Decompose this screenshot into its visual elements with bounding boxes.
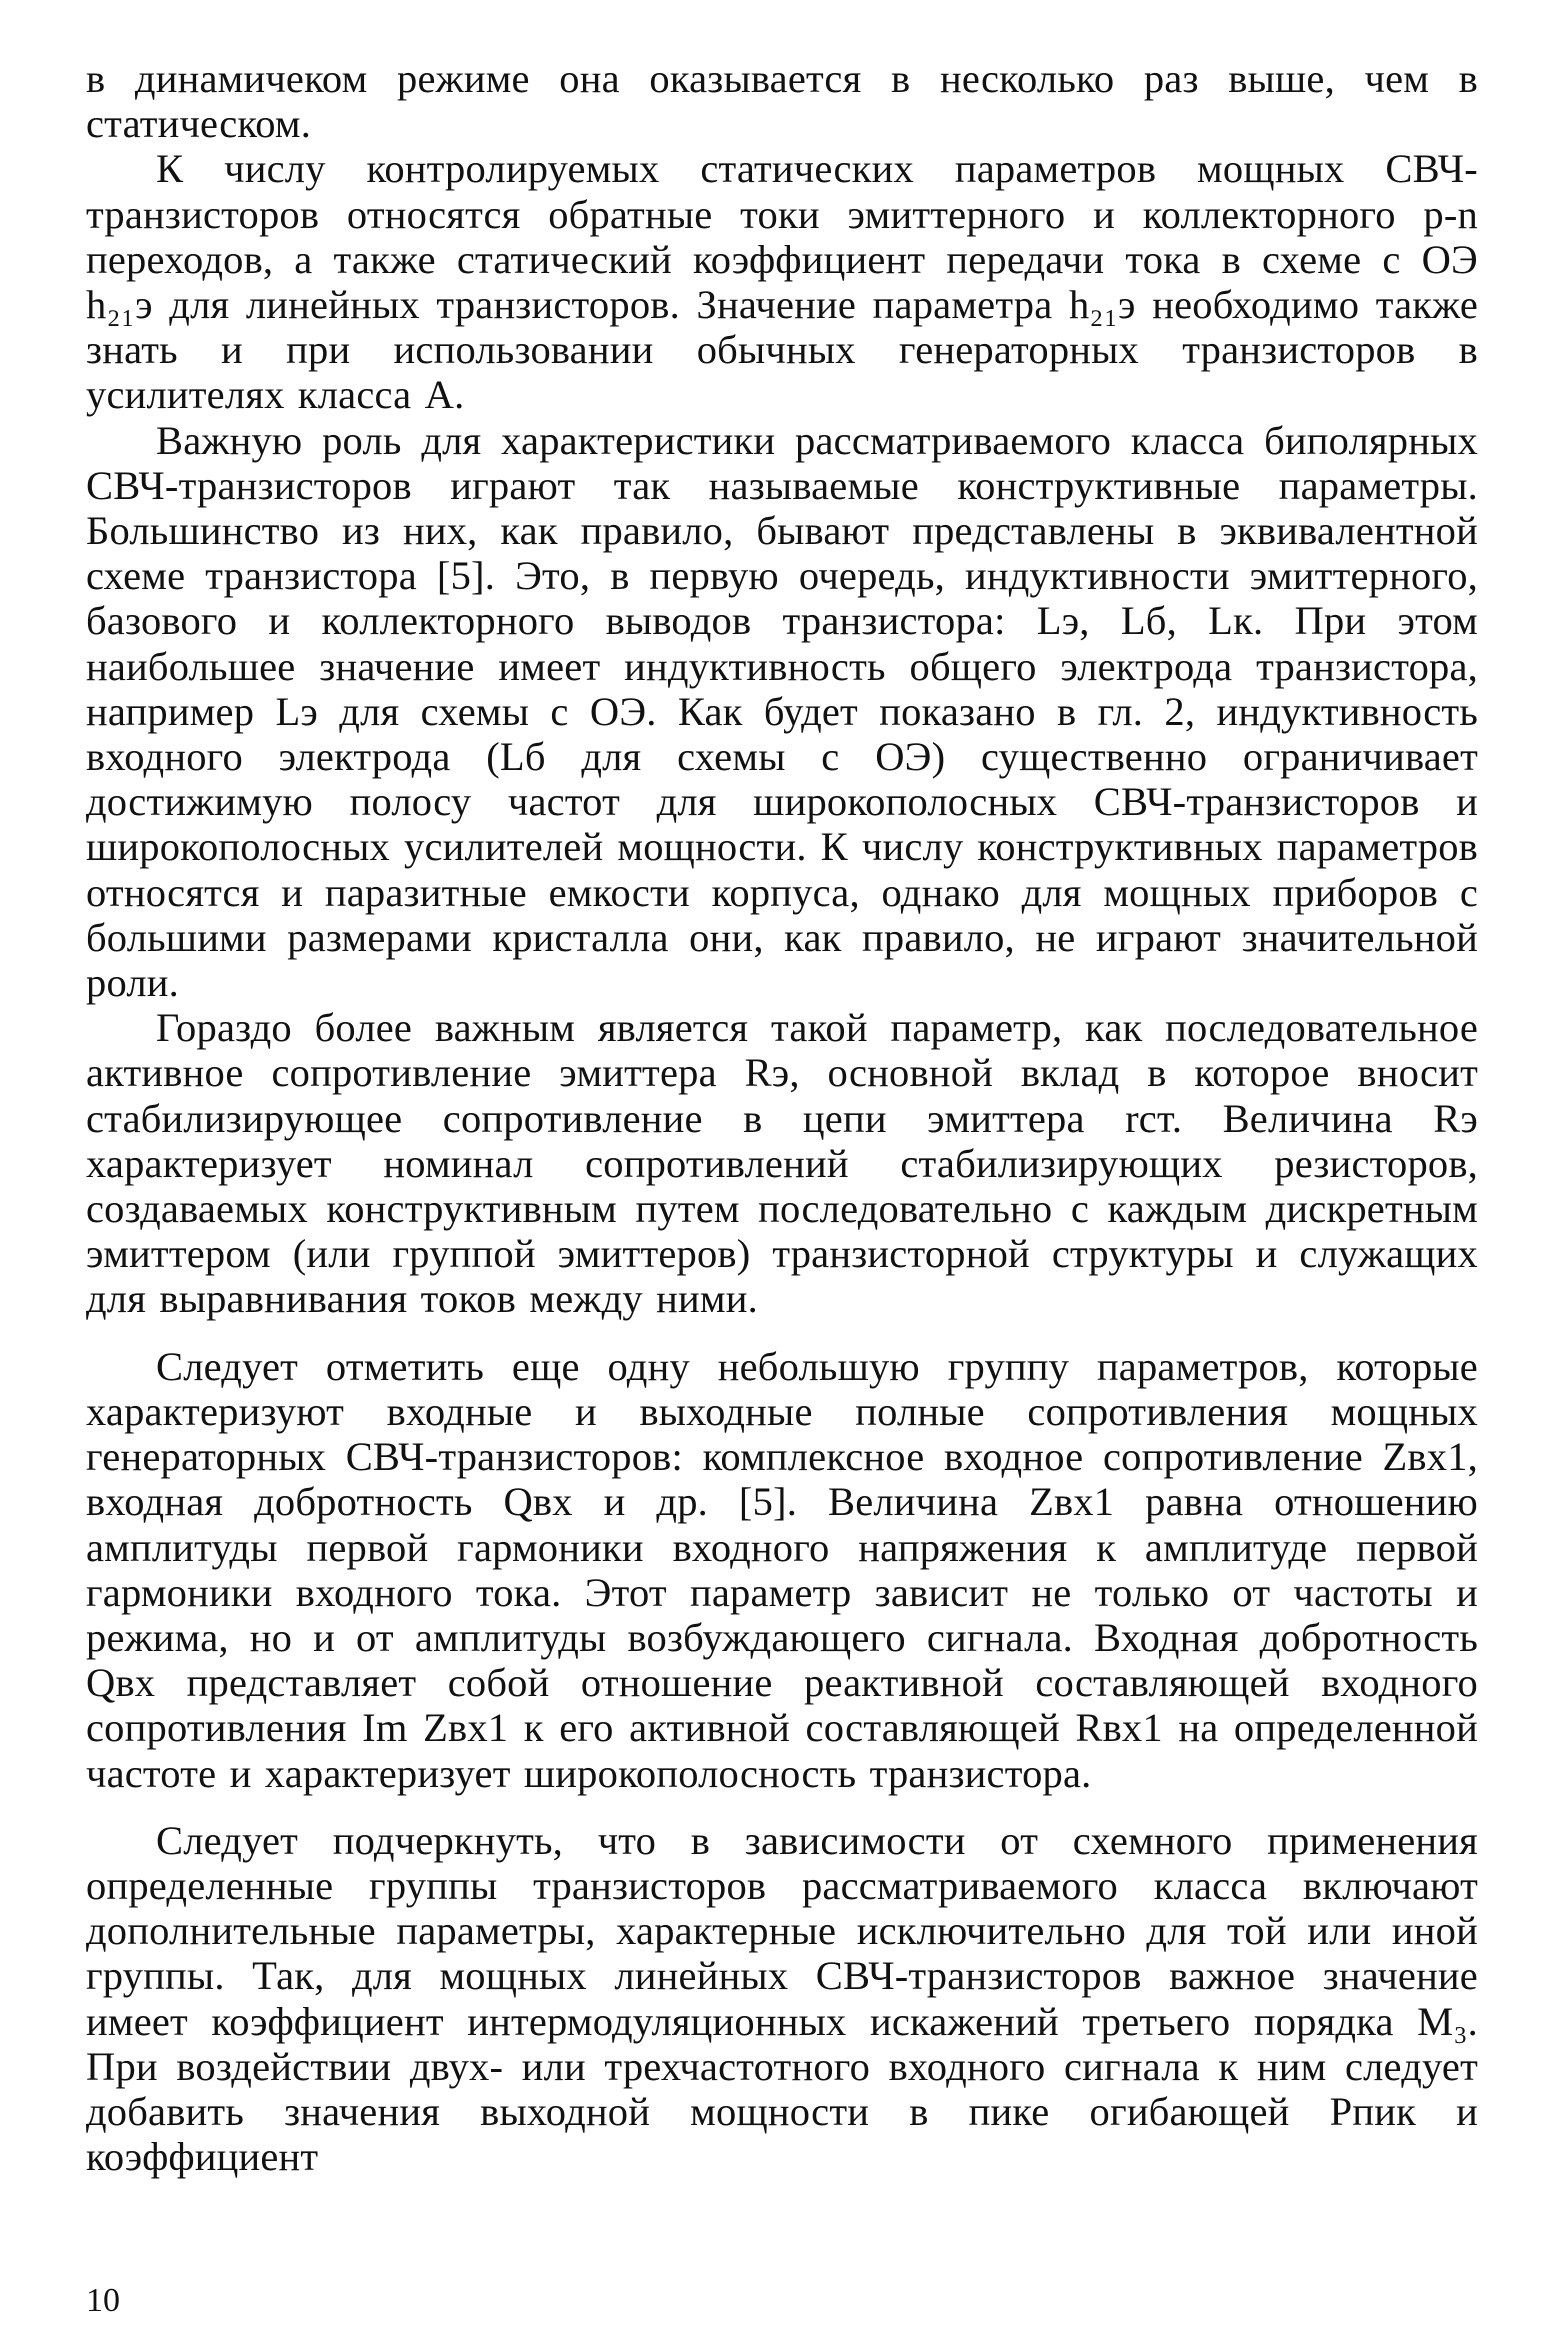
paragraph-6: Следует подчеркнуть, что в зависимости от схемного применения определенные группы транзисторов рассматриваемого класса включают дополнительные параметры, характерные исключительно для той или иной группы. Так, для мощных линейных СВЧ-транзисторов важное значение имеет коэффициент интермодуляционных искажений третьего порядка M₃. При воздействии двух- или трехчастотного входного сигнала к ним следует добавить значения выходной мощности в пике огибающей Pпик и коэффициент xyxy=(86,1817,1478,2180)
paragraph-5: Следует отметить еще одну небольшую группу параметров, которые характеризуют входные и выходные полные сопротивления мощных генераторных СВЧ-транзисторов: комплексное входное сопротивление Zвх1, входная добротность Qвх и др. [5]. Величина Zвх1 равна отношению амплитуды первой гармоники входного напряжения к амплитуде первой гармоники входного тока. Этот параметр зависит не только от частоты и режима, но и от амплитуды возбуждающего сигнала. Входная добротность Qвх представляет собой отношение реактивной составляющей входного сопротивления Im Zвх1 к его активной составляющей Rвх1 на определенной частоте и характеризует широкополосность транзистора. xyxy=(86,1343,1478,1796)
paragraph-3: Важную роль для характеристики рассматриваемого класса биполярных СВЧ-транзисторов играют так называемые конструктивные параметры. Большинство из них, как правило, бывают представлены в эквивалентной схеме транзистора [5]. Это, в первую очередь, индуктивности эмиттерного, базового и коллекторного выводов транзистора: Lэ, Lб, Lк. При этом наибольшее значение имеет индуктивность общего электрода транзистора, например Lэ для схемы с ОЭ. Как будет показано в гл. 2, индуктивность входного электрода (Lб для схемы с ОЭ) существенно ограничивает достижимую полосу частот для широкополосных СВЧ-транзисторов и широкополосных усилителей мощности. К числу конструктивных параметров относятся и паразитные емкости корпуса, однако для мощных приборов с большими размерами кристалла они, как правило, не играют значительной роли. xyxy=(86,417,1478,1006)
paragraph-1: в динамичеком режиме она оказывается в несколько раз выше, чем в статическом. xyxy=(86,56,1478,147)
page-number: 10 xyxy=(86,2282,120,2319)
page-body xyxy=(86,56,1478,2179)
paragraph-2: К числу контролируемых статических параметров мощных СВЧ-транзисторов относятся обратные токи эмиттерного и коллекторного p-n переходов, а также статический коэффициент передачи тока в схеме с ОЭ h₂₁э для линейных транзисторов. Значение параметра h₂₁э необходимо также знать и при использовании обычных генераторных транзисторов в усилителях класса А. xyxy=(86,146,1478,418)
paragraph-4: Гораздо более важным является такой параметр, как последовательное активное сопротивление эмиттера Rэ, основной вклад в которое вносит стабилизирующее сопротивление в цепи эмиттера rст. Величина Rэ характеризует номинал сопротивлений стабилизирующих резисторов, создаваемых конструктивным путем последовательно с каждым дискретным эмиттером (или группой эмиттеров) транзисторной структуры и служащих для выравнивания токов между ними. xyxy=(86,1005,1478,1322)
